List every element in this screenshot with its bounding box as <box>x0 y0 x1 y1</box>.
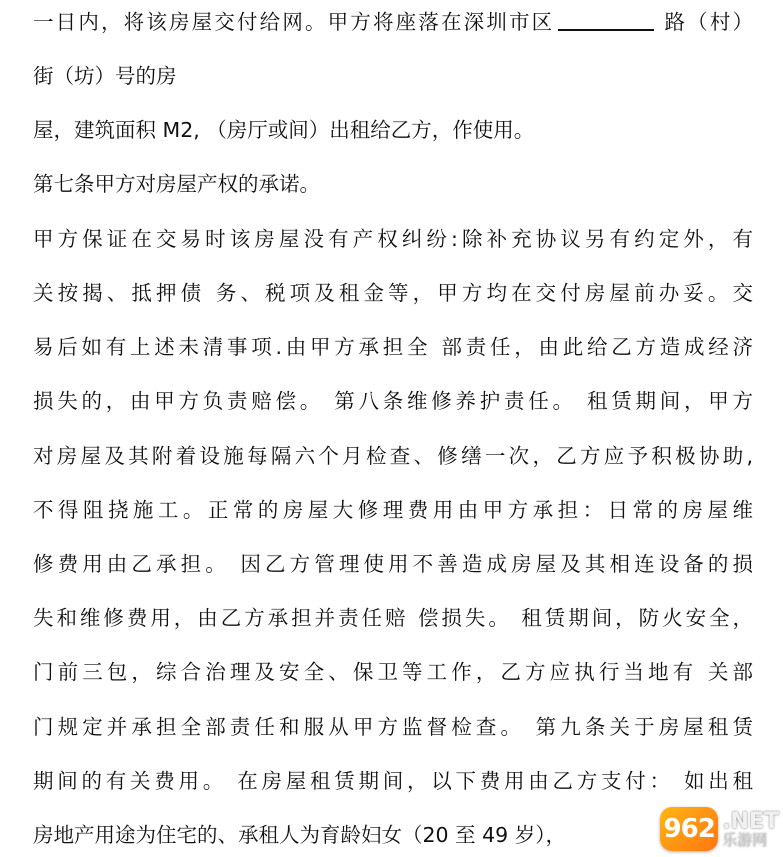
watermark-domain: .NET <box>722 808 779 834</box>
text-line-11: 修费用由乙承担。 因乙方管理使用不善造成房屋及其相连设备的损 <box>33 552 753 576</box>
text-line-9: 对房屋及其附着设施每隔六个月检查、修缮一次，乙方应予积极协助, <box>33 444 753 468</box>
text-line-12: 失和维修费用，由乙方承担并责任赔 偿损失。 租赁期间，防火安全， <box>33 606 753 630</box>
text-line-4: 第七条甲方对房屋产权的承诺。 <box>33 172 320 196</box>
watermark-text <box>722 810 779 849</box>
watermark-logo <box>660 807 779 851</box>
text-line-2: 街（坊）号的房 <box>33 64 177 88</box>
watermark-site: 乐游网 <box>722 830 768 849</box>
watermark-badge: 962 <box>660 807 718 851</box>
text-line-1 <box>33 7 753 37</box>
text-line-7: 易后如有上述未清事项.由甲方承担全 部责任，由此给乙方造成经济 <box>33 335 753 359</box>
text-line-5: 甲方保证在交易时该房屋没有产权纠纷:除补充协议另有约定外，有 <box>33 227 753 251</box>
text-line-15: 期间的有关费用。 在房屋租赁期间，以下费用由乙方支付： 如出租 <box>33 769 753 793</box>
text-line-13: 门前三包，综合治理及安全、保卫等工作，乙方应执行当地有 关部 <box>33 660 753 684</box>
text-line-8: 损失的，由甲方负责赔偿。 第八条维修养护责任。 租赁期间，甲方 <box>33 389 753 413</box>
text-line-6: 关按揭、抵押债 务、税项及租金等，甲方均在交付房屋前办妥。交 <box>33 281 753 305</box>
text-line-16: 房地产用途为住宅的、承租人为育龄妇女（20 至 49 岁）， <box>33 823 566 847</box>
text-line-10: 不得阻挠施工。正常的房屋大修理费用由甲方承担：日常的房屋维 <box>33 498 753 522</box>
fill-in-blank <box>558 9 654 31</box>
text-line-3: 屋，建筑面积 M2, （房厅或间）出租给乙方，作使用。 <box>33 118 535 142</box>
line-1-text: 一日内，将该房屋交付给网。甲方将座落在深圳市区 <box>33 10 555 34</box>
line-1-suffix: 路（村） <box>662 10 754 34</box>
text-line-14: 门规定并承担全部责任和服从甲方监督检查。 第九条关于房屋租赁 <box>33 715 753 739</box>
